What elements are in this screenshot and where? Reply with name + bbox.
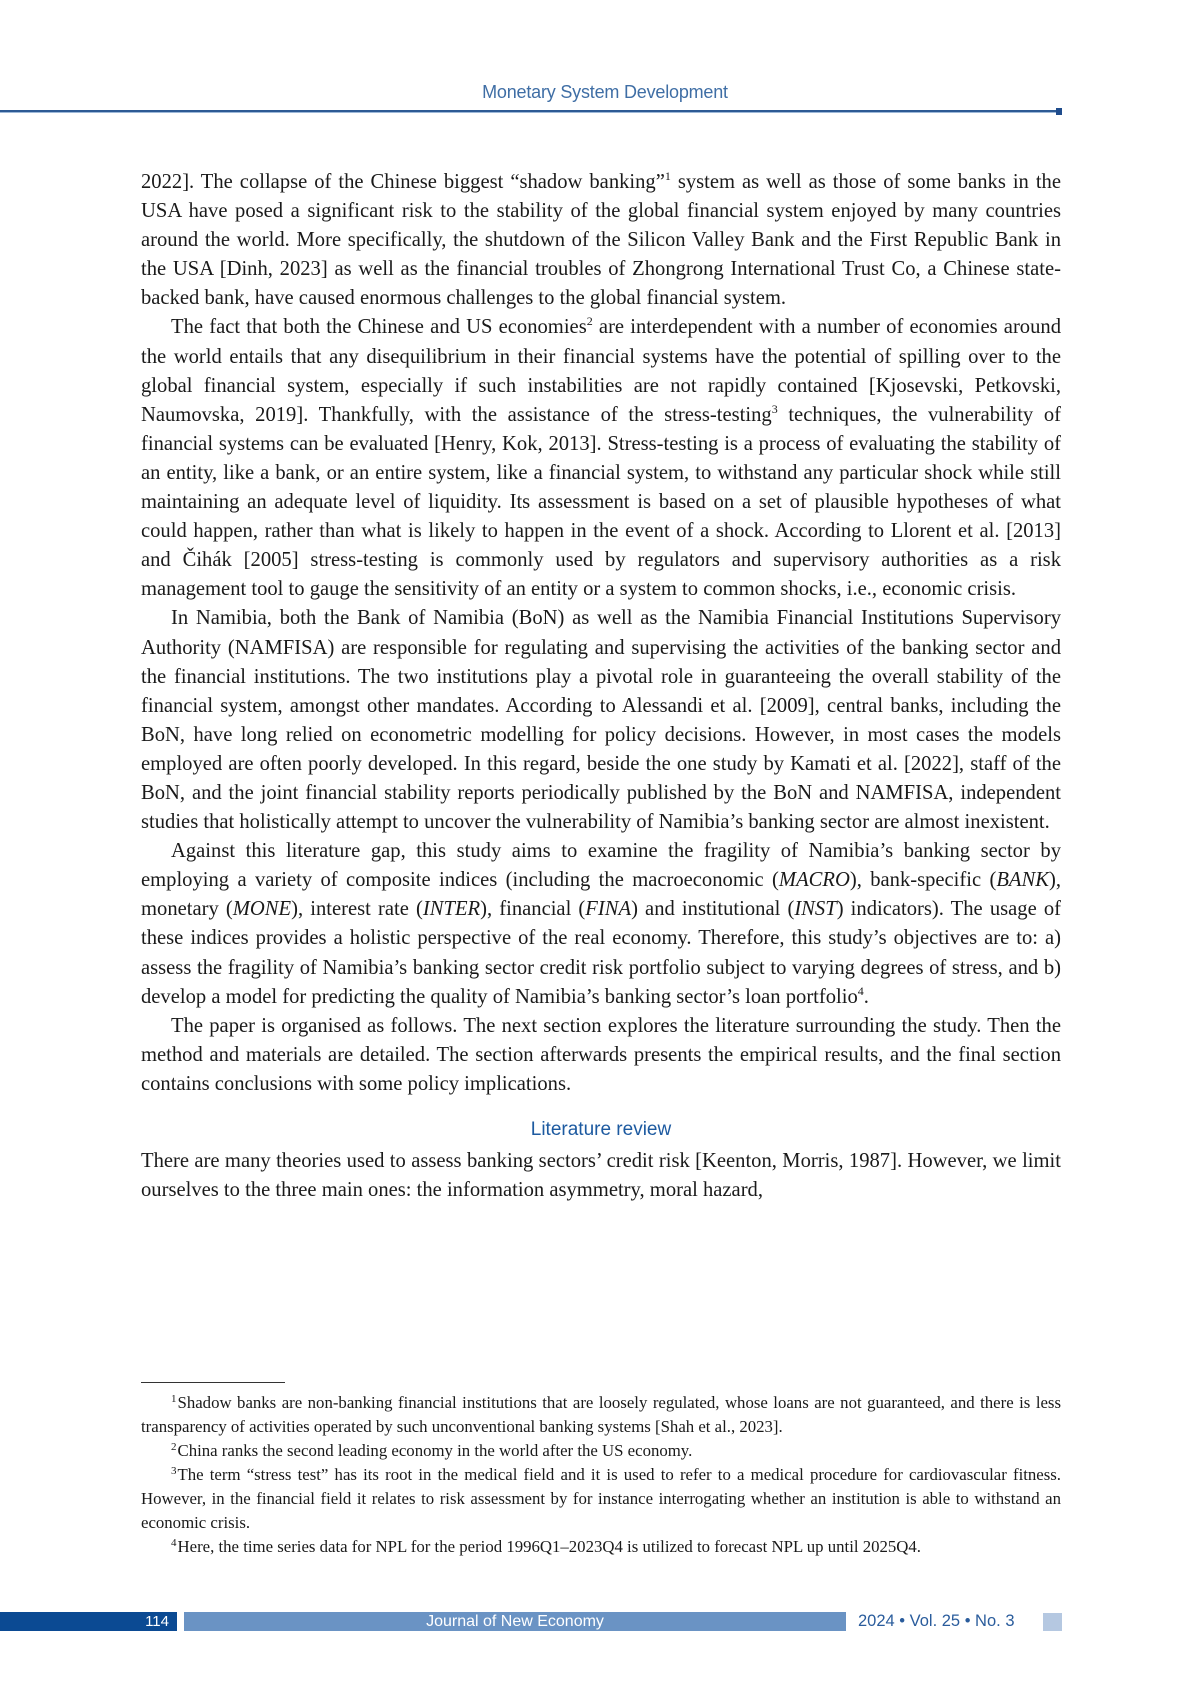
page-number: 114	[0, 1612, 177, 1631]
running-head-title: Monetary System Development	[482, 82, 728, 102]
footnote-reference[interactable]: 4	[857, 983, 864, 998]
header-rule-end-marker	[1056, 108, 1062, 115]
body-paragraph	[141, 313, 1061, 604]
index-abbreviation: INTER	[422, 898, 481, 921]
footnote-number: 3	[171, 1465, 177, 1477]
text-run: Against this literature gap, this study aims to examine the fragility of Namibia’s banking sector by employing a variety of composite indices (including the macroeconomic (	[141, 840, 1061, 892]
footnote-item	[141, 1439, 1061, 1463]
issue-info: 2024 • Vol. 25 • No. 3	[858, 1612, 1015, 1630]
index-abbreviation: FINA	[585, 898, 632, 921]
text-run: ), financial (	[480, 898, 586, 921]
index-abbreviation: INST	[794, 898, 837, 921]
footnote-reference[interactable]: 2	[586, 314, 593, 329]
text-run: techniques, the vulnerability of financial systems can be evaluated [Henry, Kok, 2013]. Stress-testing is a process of evaluating the stability of an entity, like a bank, or an entire system, like a financial system, to withstand any particular shock while still maintaining an adequate level of liquidity. Its assessment is based on a set of plausible hypotheses of what could happen, rather than what is likely to happen in the event of a shock. According to Llorent et al. [2013] and Čihák [2005] stress-testing is commonly used by regulators and supervisory authorities as a risk management tool to gauge the sensitivity of an entity or a system to common shocks, i.e., economic crisis.	[141, 403, 1061, 601]
text-run: The paper is organised as follows. The next section explores the literature surrounding the study. Then the method and materials are detailed. The section afterwards presents the empirical results, and the final section contains conclusions with some policy implications.	[141, 1014, 1061, 1095]
body-paragraph	[141, 604, 1061, 837]
footnote-text: China ranks the second leading economy in the world after the US economy.	[177, 1441, 693, 1460]
index-abbreviation: BANK	[996, 869, 1049, 892]
footnote-item	[141, 1535, 1061, 1559]
section-paragraph: There are many theories used to assess banking sectors’ credit risk [Keenton, Morris, 1987]. However, we limit ourselves to the three main ones: the information asymmetry, moral hazard,	[141, 1150, 1061, 1202]
footnote-text: The term “stress test” has its root in the medical field and it is used to refer to a medical procedure for cardiovascular fitness. However, in the financial field it relates to risk assessment by for instance interrogating whether an institution is able to withstand an economic crisis.	[141, 1465, 1061, 1532]
index-abbreviation: MACRO	[778, 869, 850, 892]
main-body-text	[141, 168, 1061, 1205]
footnote-number: 2	[171, 1441, 177, 1453]
body-paragraph	[141, 168, 1061, 313]
header-rule	[0, 110, 1058, 112]
footnote-reference[interactable]: 3	[771, 401, 778, 416]
footnote-item	[141, 1391, 1061, 1439]
text-run: ), monetary (	[141, 869, 1061, 921]
body-paragraph	[141, 1012, 1061, 1099]
body-paragraphs	[141, 168, 1061, 1099]
footnotes	[141, 1391, 1061, 1559]
footnote-separator	[141, 1382, 285, 1383]
text-run: are interdependent with a number of economies around the world entails that any disequilibrium in their financial systems have the potential of spilling over to the global financial system, especially if such instabilities are not rapidly contained [Kjosevski, Petkovski, Naumovska, 2019]. Thankfully, with the assistance of the stress-testing	[141, 316, 1061, 426]
footnote-reference[interactable]: 1	[664, 169, 671, 183]
footnote-text: Here, the time series data for NPL for the period 1996Q1–2023Q4 is utilized to forecast NPL up until 2025Q4.	[177, 1537, 921, 1556]
body-paragraph	[141, 837, 1061, 1012]
text-run: The fact that both the Chinese and US economies	[171, 316, 587, 339]
footnote-number: 1	[171, 1393, 177, 1405]
footnote-item	[141, 1463, 1061, 1535]
text-run: ) indicators). The usage of these indices provides a holistic perspective of the real economy. Therefore, this study’s objectives are to: a) assess the fragility of Namibia’s banking sector credit risk portfolio subject to varying degrees of stress, and b) develop a model for predicting the quality of Namibia’s banking sector’s loan portfolio	[141, 898, 1062, 1008]
text-run: .	[863, 985, 869, 1008]
footer-decorative-square	[1043, 1613, 1062, 1631]
text-run: system as well as those of some banks in the USA have posed a significant risk to the stability of the global financial system enjoyed by many countries around the world. More specifically, the shutdown of the Silicon Valley Bank and the First Republic Bank in the USA [Dinh, 2023] as well as the financial troubles of Zhongrong International Trust Co, a Chinese state-backed bank, have caused enormous challenges to the global financial system.	[141, 171, 1061, 310]
index-abbreviation: MONE	[232, 898, 292, 921]
text-run: In Namibia, both the Bank of Namibia (BoN) as well as the Namibia Financial Institutions Supervisory Authority (NAMFISA) are responsible for regulating and supervising the activities of the banking sector and the financial institutions. The two institutions play a pivotal role in guaranteeing the overall stability of the financial system, amongst other mandates. According to Alessandi et al. [2009], central banks, including the BoN, have long relied on econometric modelling for policy decisions. However, in most cases the models employed are often poorly developed. In this regard, beside the one study by Kamati et al. [2022], staff of the BoN, and the joint financial stability reports periodically published by the BoN and NAMFISA, independent studies that holistically attempt to uncover the vulnerability of Namibia’s banking sector are almost inexistent.	[141, 607, 1061, 834]
page-footer	[0, 1612, 1200, 1632]
text-run: 2022]. The collapse of the Chinese biggest “shadow banking”	[141, 171, 665, 193]
text-run: ), bank-specific (	[849, 869, 997, 892]
journal-name: Journal of New Economy	[184, 1612, 846, 1631]
text-run: ) and institutional (	[631, 898, 795, 921]
footnote-text: Shadow banks are non-banking financial institutions that are loosely regulated, whose loans are not guaranteed, and there is less transparency of activities operated by such unconventional banking systems [Shah et al., 2023].	[141, 1393, 1061, 1436]
section-heading-literature-review: Literature review	[530, 1119, 672, 1140]
footnote-number: 4	[171, 1537, 177, 1549]
text-run: ), interest rate (	[291, 898, 423, 921]
